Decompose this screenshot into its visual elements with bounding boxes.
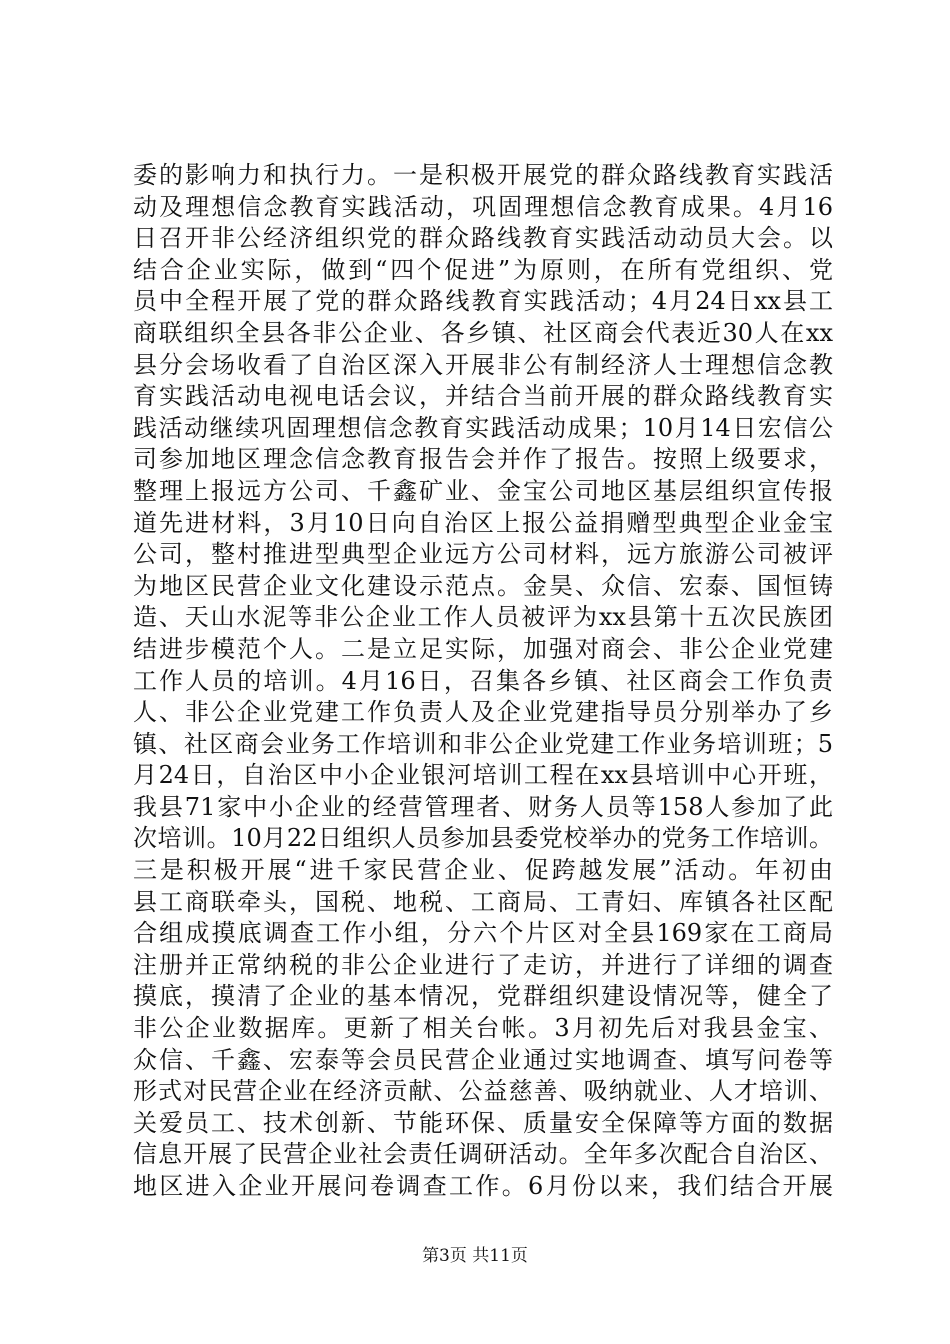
text-line: 动及理想信念教育实践活动，巩固理想信念教育成果。4月16	[133, 192, 833, 221]
text-line: 委的影响力和执行力。一是积极开展党的群众路线教育实践活	[133, 161, 833, 189]
text-line: 镇、社区商会业务工作培训和非公企业党建工作业务培训班；5	[133, 729, 833, 758]
text-line: 造、天山水泥等非公企业工作人员被评为xx县第十五次民族团	[133, 603, 833, 632]
text-line: 形式对民营企业在经济贡献、公益慈善、吸纳就业、人才培训、	[133, 1077, 833, 1106]
text-line: 月24日，自治区中小企业银河培训工程在xx县培训中心开班，	[133, 761, 833, 790]
text-line: 非公企业数据库。更新了相关台帐。3月初先后对我县金宝、	[133, 1014, 833, 1043]
text-line: 司参加地区理念信念教育报告会并作了报告。按照上级要求，	[133, 445, 833, 474]
text-line: 工作人员的培训。4月16日，召集各乡镇、社区商会工作负责	[133, 666, 833, 695]
text-line: 摸底，摸清了企业的基本情况，党群组织建设情况等，健全了	[133, 982, 833, 1011]
text-line: 整理上报远方公司、千鑫矿业、金宝公司地区基层组织宣传报	[133, 476, 833, 505]
text-line: 践活动继续巩固理想信念教育实践活动成果；10月14日宏信公	[133, 413, 833, 442]
text-line: 次培训。10月22日组织人员参加县委党校举办的党务工作培训。	[133, 824, 833, 853]
text-line: 结合企业实际，做到“四个促进”为原则，在所有党组织、党	[133, 255, 833, 284]
text-line: 众信、千鑫、宏泰等会员民营企业通过实地调查、填写问卷等	[133, 1045, 833, 1074]
text-line: 结进步模范个人。二是立足实际，加强对商会、非公企业党建	[133, 634, 833, 663]
text-line: 关爱员工、技术创新、节能环保、质量安全保障等方面的数据	[133, 1108, 833, 1137]
text-line: 商联组织全县各非公企业、各乡镇、社区商会代表近30人在xx	[133, 318, 833, 347]
text-line: 信息开展了民营企业社会责任调研活动。全年多次配合自治区、	[133, 1140, 833, 1169]
text-line: 道先进材料，3月10日向自治区上报公益捐赠型典型企业金宝	[133, 508, 833, 537]
document-body	[133, 160, 833, 1203]
text-line: 日召开非公经济组织党的群众路线教育实践活动动员大会。以	[133, 224, 833, 253]
text-line: 注册并正常纳税的非公企业进行了走访，并进行了详细的调查	[133, 950, 833, 979]
text-line: 公司，整村推进型典型企业远方公司材料，远方旅游公司被评	[133, 540, 833, 569]
text-line: 为地区民营企业文化建设示范点。金昊、众信、宏泰、国恒铸	[133, 571, 833, 600]
text-line: 合组成摸底调查工作小组，分六个片区对全县169家在工商局	[133, 919, 833, 948]
text-line: 人、非公企业党建工作负责人及企业党建指导员分别举办了乡	[133, 698, 833, 727]
text-line: 县工商联牵头，国税、地税、工商局、工青妇、库镇各社区配	[133, 887, 833, 916]
text-line: 地区进入企业开展问卷调查工作。6月份以来，我们结合开展	[133, 1172, 833, 1200]
text-line: 员中全程开展了党的群众路线教育实践活动；4月24日xx县工	[133, 287, 833, 316]
text-line: 县分会场收看了自治区深入开展非公有制经济人士理想信念教	[133, 350, 833, 379]
text-line: 育实践活动电视电话会议，并结合当前开展的群众路线教育实	[133, 382, 833, 411]
text-line: 三是积极开展“进千家民营企业、促跨越发展”活动。年初由	[133, 856, 833, 885]
page-number-footer: 第3页 共11页	[422, 1246, 528, 1266]
text-line: 我县71家中小企业的经营管理者、财务人员等158人参加了此	[133, 792, 833, 821]
